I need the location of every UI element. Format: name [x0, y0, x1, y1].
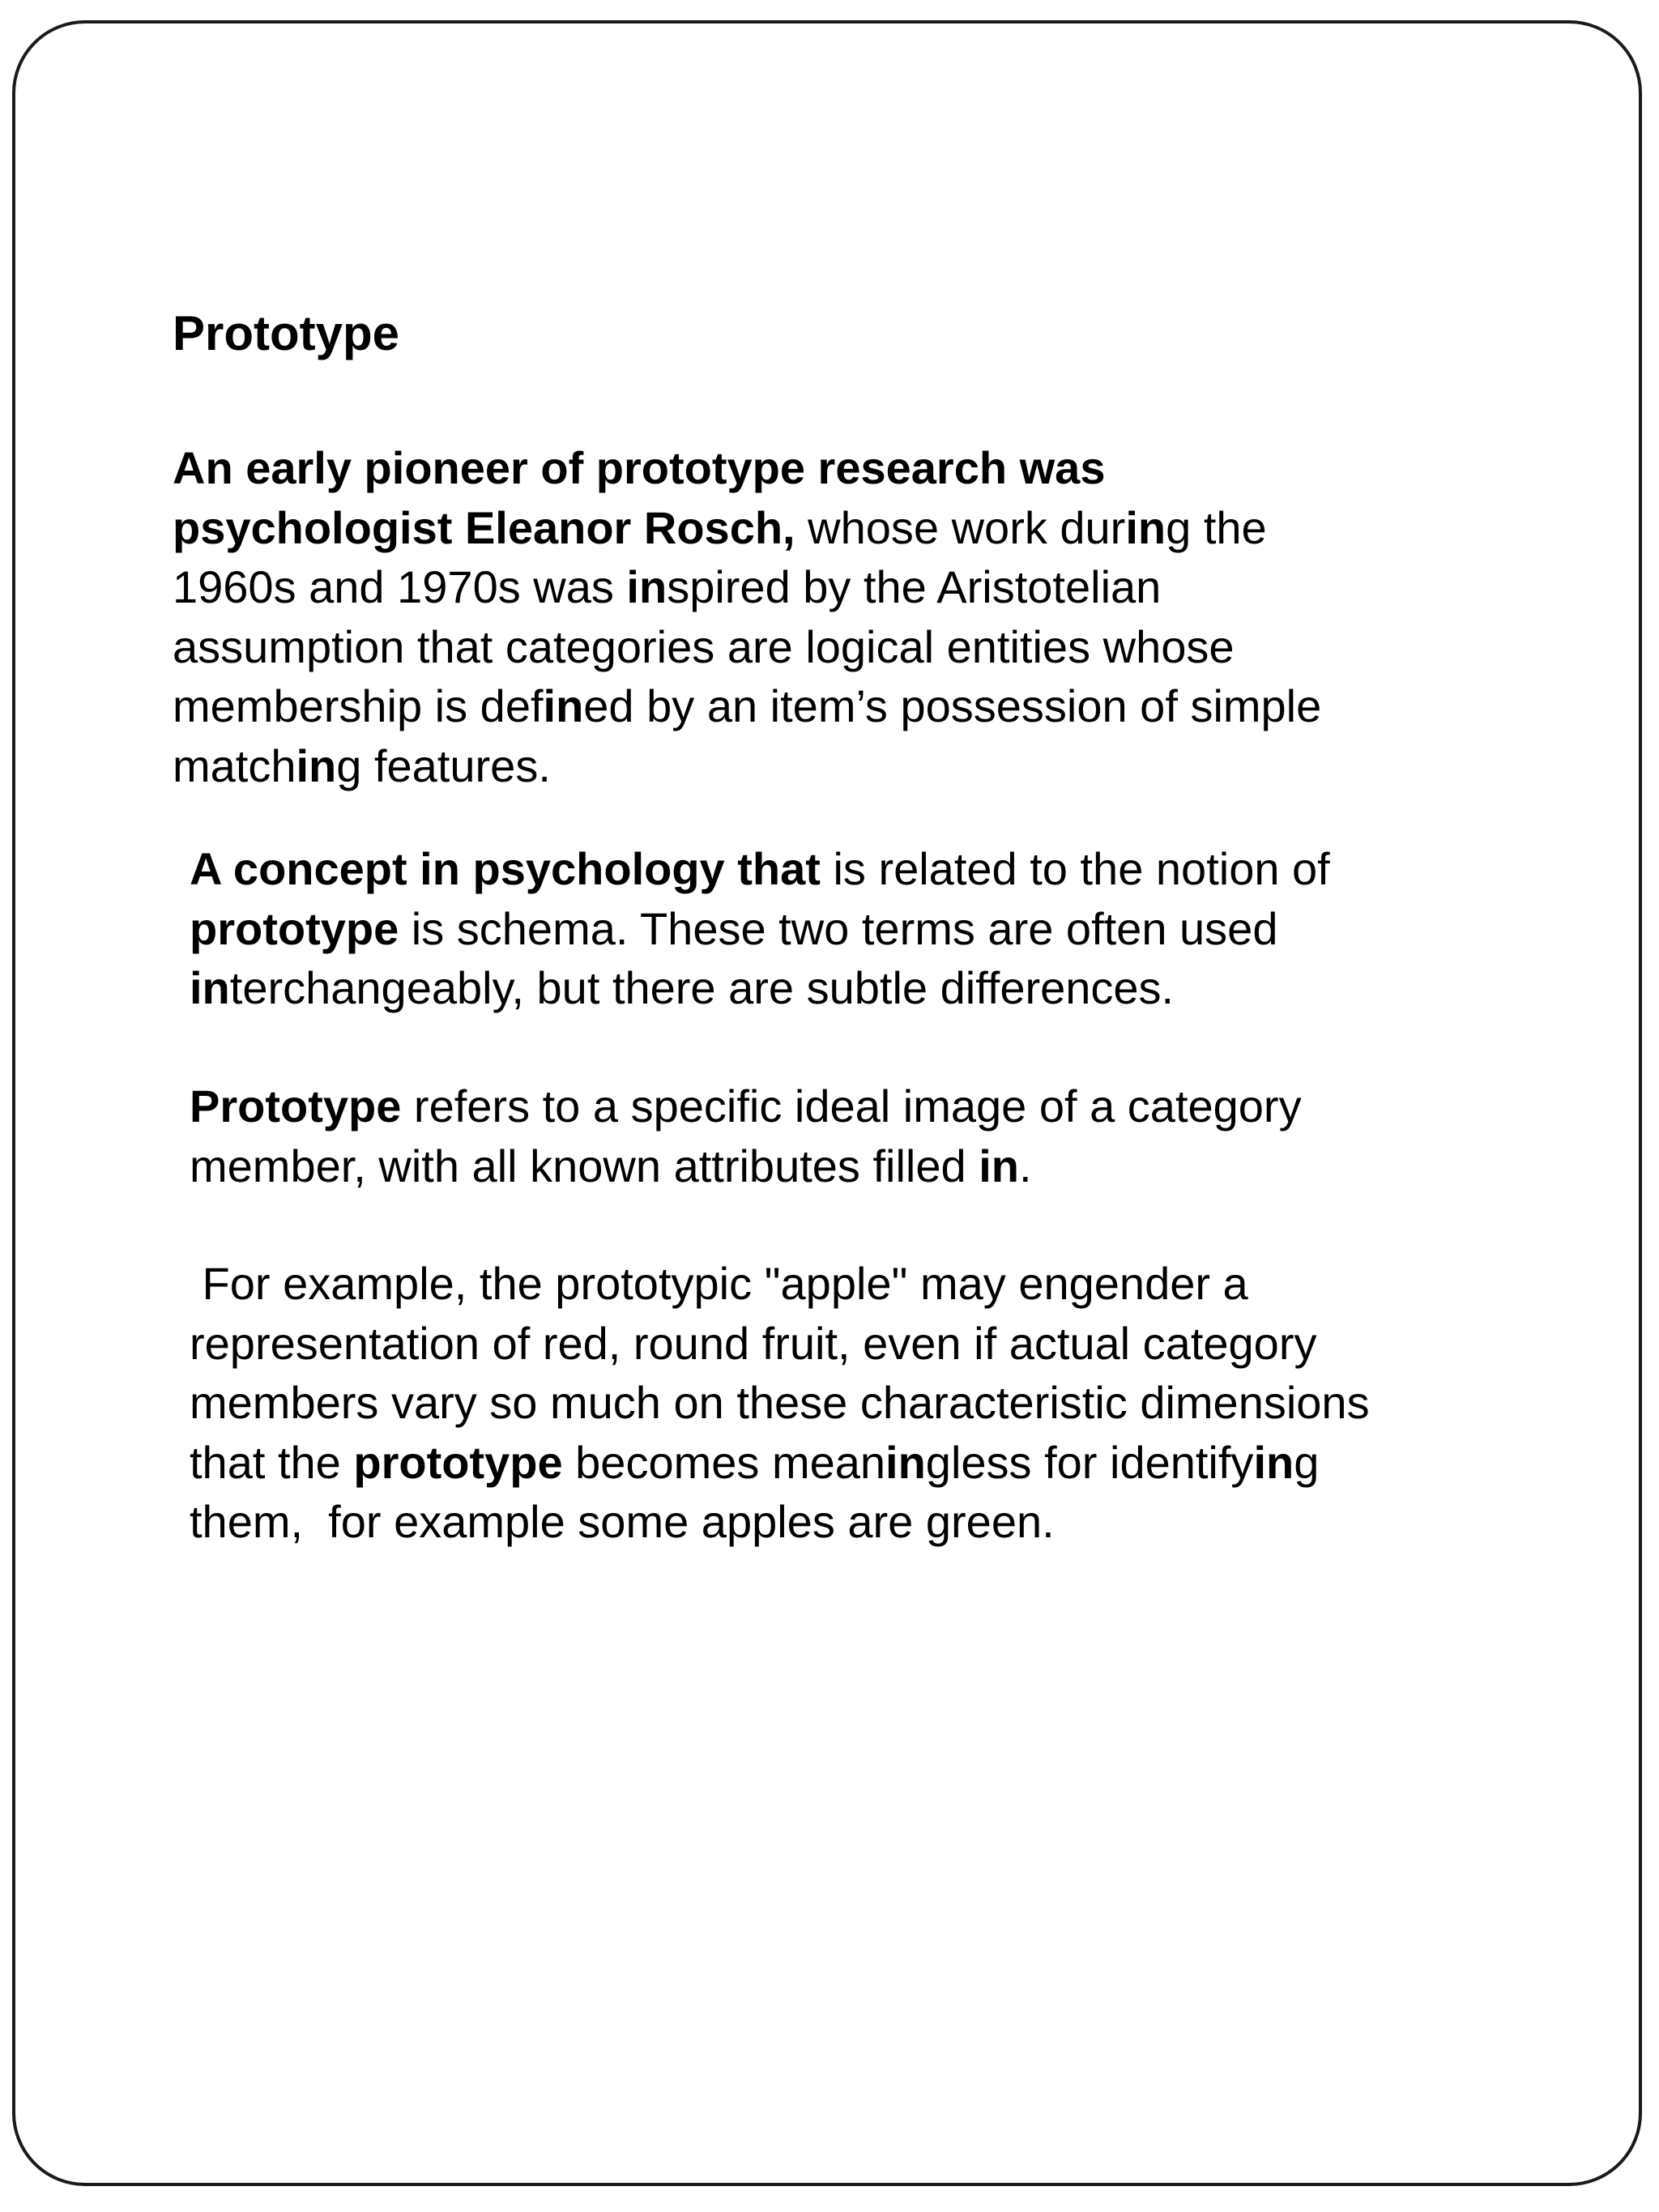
text-run: is related to the notion of — [820, 843, 1330, 894]
text-run: whose work dur — [795, 501, 1126, 553]
text-run: refers to a specific ideal image of a category — [401, 1080, 1302, 1132]
text-run: member, with all known attributes filled — [190, 1140, 979, 1191]
text-line — [190, 899, 1330, 959]
text-line — [190, 1433, 1370, 1493]
text-run: them, for example some apples are green. — [190, 1496, 1055, 1547]
text-line — [190, 1373, 1370, 1433]
text-run: . — [1018, 1140, 1032, 1191]
text-line — [173, 498, 1321, 558]
text-run: g features. — [336, 739, 551, 791]
text-run: is schema. These two terms are often used — [399, 902, 1278, 954]
text-run: membership is def — [173, 680, 544, 731]
text-line — [190, 958, 1330, 1018]
text-line — [190, 1076, 1302, 1136]
text-line — [190, 1492, 1370, 1558]
text-line — [173, 438, 1321, 498]
bold-text-run: in — [1253, 1436, 1294, 1488]
bold-text-run: in — [979, 1140, 1019, 1191]
text-run: spired by the Aristotelian — [667, 561, 1162, 612]
text-line — [173, 736, 1321, 796]
text-line — [190, 839, 1330, 899]
bold-text-run: in — [885, 1436, 926, 1488]
text-run: For example, the prototypic "apple" may engender a — [190, 1258, 1248, 1309]
text-line — [173, 557, 1321, 617]
text-run: g — [1294, 1436, 1320, 1488]
text-run: 1960s and 1970s was — [173, 561, 627, 612]
text-run: terchangeably, but there are subtle differences. — [229, 962, 1175, 1013]
text-line — [173, 676, 1321, 736]
text-run: that the — [190, 1436, 354, 1488]
bold-text-run: in — [190, 962, 230, 1013]
bold-text-run: Prototype — [190, 1080, 402, 1132]
text-run: match — [173, 739, 296, 791]
bold-text-run: prototype — [190, 902, 399, 954]
text-run: g the — [1166, 501, 1267, 553]
bold-text-run: in — [543, 680, 584, 731]
text-line — [190, 1136, 1302, 1196]
text-run: becomes mean — [562, 1436, 886, 1488]
paragraph-schema — [190, 839, 1330, 1018]
text-run: assumption that categories are logical entities whose — [173, 620, 1235, 672]
text-line — [190, 1254, 1370, 1314]
text-run: gless for identify — [925, 1436, 1254, 1488]
text-run: representation of red, round fruit, even if actual category — [190, 1317, 1317, 1369]
paragraph-prototype-definition — [190, 1076, 1302, 1196]
page-title: Prototype — [173, 306, 400, 360]
bold-text-run: prototype — [353, 1436, 563, 1488]
text-run: ed by an item’s possession of simple — [583, 680, 1322, 731]
bold-text-run: psychologist Eleanor Rosch, — [173, 501, 795, 553]
text-line — [173, 617, 1321, 677]
text-line — [190, 1314, 1370, 1374]
bold-text-run: An early pioneer of prototype research was — [173, 442, 1106, 493]
text-run: members vary so much on these characteristic dimensions — [190, 1377, 1370, 1428]
bold-text-run: in — [1125, 501, 1166, 553]
bold-text-run: A concept in psychology that — [190, 843, 821, 894]
bold-text-run: in — [626, 561, 667, 612]
paragraph-apple-example — [190, 1254, 1370, 1558]
bold-text-run: in — [296, 739, 337, 791]
paragraph-rosch — [173, 438, 1321, 795]
